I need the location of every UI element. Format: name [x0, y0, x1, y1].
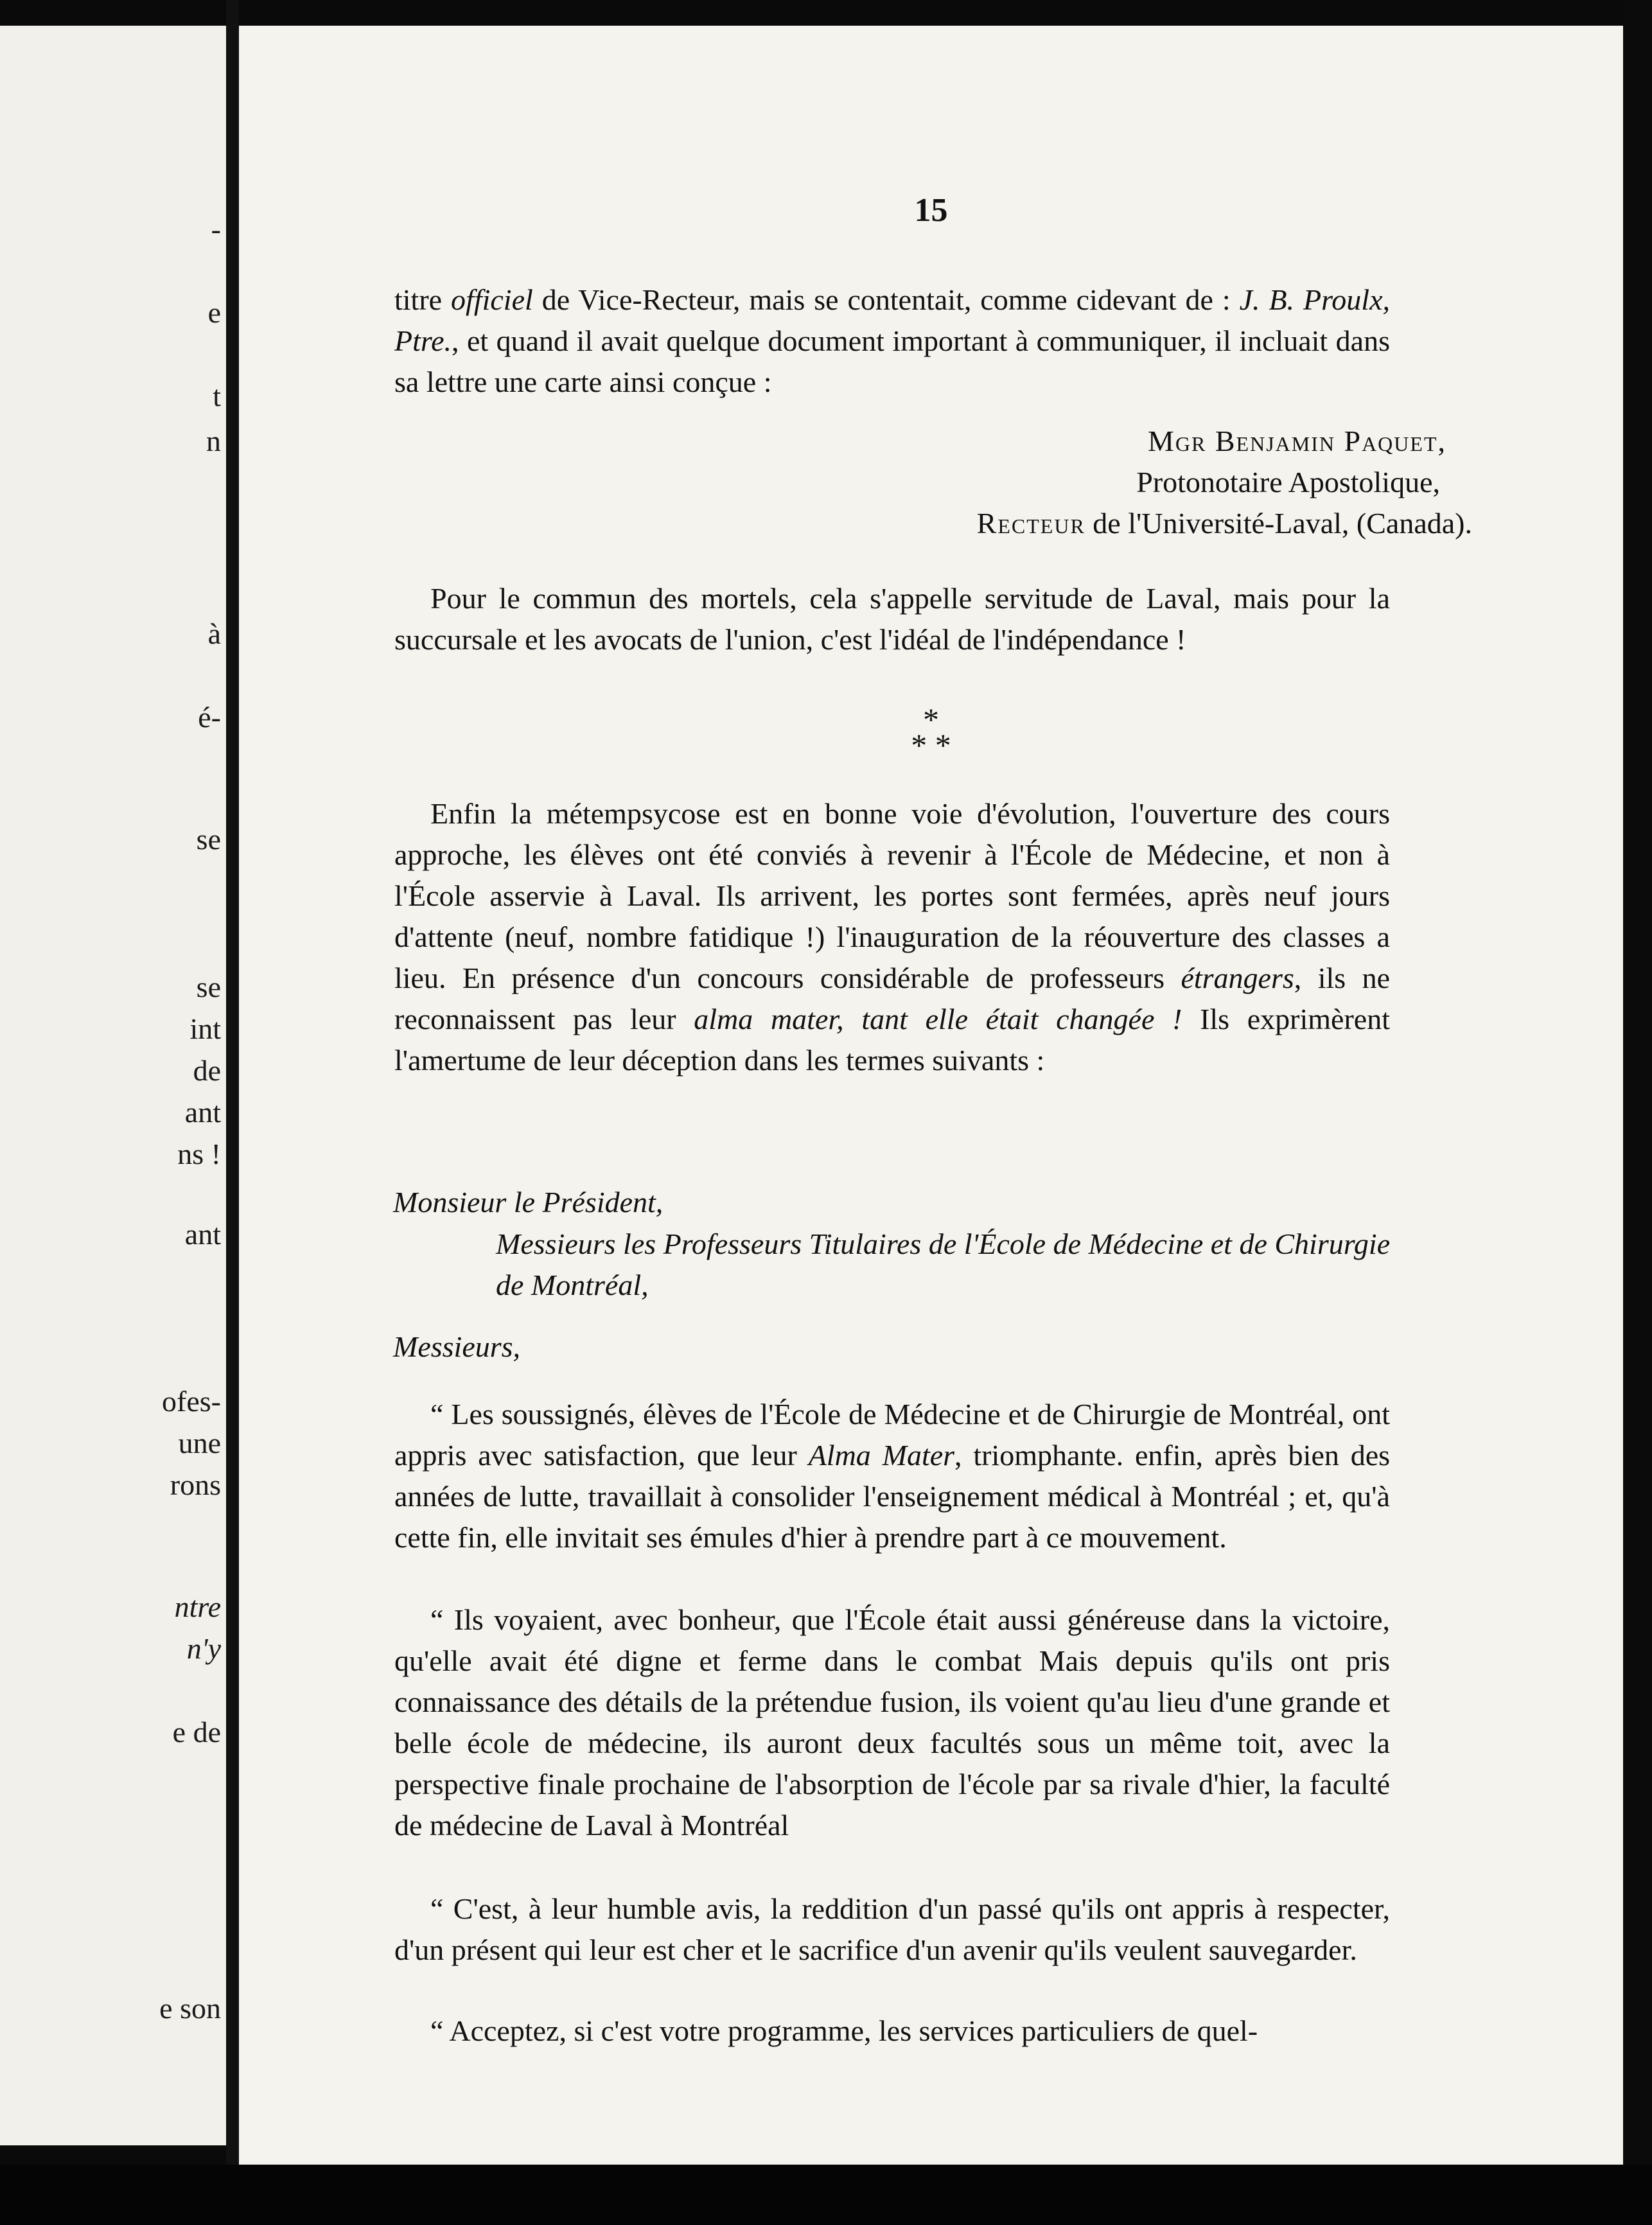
paragraph-2: Pour le commun des mortels, cela s'appelle servitude de Laval, mais pour la succursale et les avocats de l'union, c'est l'idéal de l'indépendance ! — [394, 582, 1390, 656]
left-page-fragment: de — [193, 1054, 221, 1087]
section-separator: * * * — [911, 701, 951, 763]
left-page-fragment: ntre — [174, 1590, 221, 1623]
left-page-fragment: une — [178, 1427, 221, 1459]
left-page-fragment: e de — [172, 1716, 221, 1748]
card-block — [977, 421, 1472, 544]
left-page-fragment: à — [207, 617, 221, 650]
paragraph-3: Enfin la métempsycose est en bonne voie d'évolution, l'ouverture des cours approche, les élèves ont été conviés à revenir à l'École de Médecine, et non à l'École asservie à Laval. Ils arrivent, les portes sont fermées, après neuf jours d'attente (neuf, nombre fatidique !) l'inauguration de la réouverture des classes a lieu. En présence d'un concours considérable de professeurs étrangers, ils ne reconnaissent pas leur alma mater, tant elle était changée ! Ils exprimèrent l'amertume de leur déception dans les termes suivants : — [394, 797, 1390, 1077]
letter-paragraph-4: “ Acceptez, si c'est votre programme, les services particuliers de quel- — [430, 2014, 1258, 2047]
previous-page-edge — [0, 26, 226, 2145]
left-page-fragment: int — [189, 1012, 221, 1045]
scan-border-bottom — [0, 2165, 1652, 2225]
left-page-fragment: se — [196, 823, 221, 856]
card-title: Protonotaire Apostolique, — [1136, 466, 1440, 498]
letter-paragraph-1: “ Les soussignés, élèves de l'École de Médecine et de Chirurgie de Montréal, ont appris avec satisfaction, que leur Alma Mater, triomphante. enfin, après bien des années de lutte, travaillait à consolider l'enseignement médical à Montréal ; et, qu'à cette fin, elle invitait ses émules d'hier à prendre part à ce mouvement. — [394, 1398, 1391, 1554]
salutation-professors: Messieurs les Professeurs Titulaires de l'École de Médecine et de Chirurgie de Montréal, — [496, 1227, 1391, 1301]
left-page-fragment: - — [211, 213, 221, 245]
card-rector: Recteur de l'Université-Laval, (Canada). — [976, 507, 1472, 540]
salutation-president: Monsieur le Président, — [393, 1186, 663, 1218]
left-page-fragment: ns ! — [177, 1138, 221, 1170]
scan-border-right — [1623, 0, 1652, 2225]
card-name: Mgr Benjamin Paquet, — [1148, 425, 1446, 457]
page-number: 15 — [914, 192, 948, 229]
page — [239, 26, 1623, 2165]
left-page-fragment: t — [213, 380, 221, 412]
letter-paragraph-3: “ C'est, à leur humble avis, la reddition d'un passé qu'ils ont appris à respecter, d'un présent qui leur est cher et le sacrifice d'un avenir qu'ils veulent sauvegarder. — [394, 1892, 1390, 1966]
book-gutter — [226, 0, 239, 2225]
left-page-fragment: rons — [170, 1468, 221, 1501]
left-page-fragment: n — [206, 425, 221, 457]
left-page-fragment: se — [196, 971, 221, 1003]
left-page-fragment: e son — [159, 1992, 221, 2025]
left-page-fragment: ofes- — [162, 1385, 221, 1418]
left-page-fragment: n'y — [186, 1632, 221, 1665]
left-page-fragment: ant — [184, 1218, 221, 1251]
left-page-fragment: é- — [198, 701, 221, 734]
left-page-fragment: e — [207, 296, 221, 329]
salutation-messieurs: Messieurs, — [393, 1330, 521, 1363]
left-page-fragment: ant — [184, 1096, 221, 1129]
paragraph-1: titre officiel de Vice-Recteur, mais se contentait, comme cidevant de : J. B. Proulx, Ptre., et quand il avait quelque document important à communiquer, il incluait dans sa lettre une carte ainsi conçue : — [394, 283, 1390, 398]
letter-paragraph-2: “ Ils voyaient, avec bonheur, que l'École était aussi généreuse dans la victoire, qu'elle avait été digne et ferme dans le combat Mais depuis qu'ils ont pris connaissance des détails de la prétendue fusion, ils voient qu'au lieu d'une grande et belle école de médecine, ils auront deux facultés sous un même toit, avec la perspective finale prochaine de l'absorption de l'école par sa rivale d'hier, la faculté de médecine de Laval à Montréal — [394, 1603, 1390, 1842]
